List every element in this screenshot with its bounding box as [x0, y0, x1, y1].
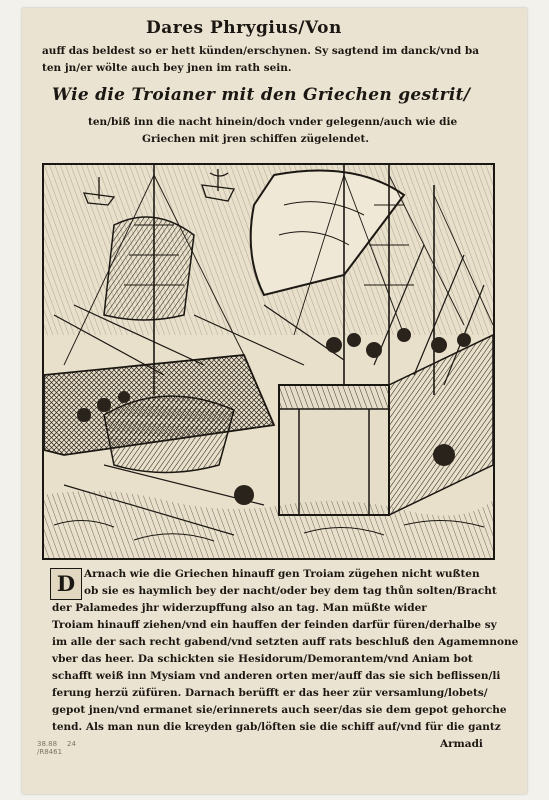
catchword: Armadi [440, 738, 483, 750]
chapter-subtitle-line: Griechen mit jren schiffen zügelendet. [142, 133, 370, 145]
body-line: schafft weiß inn Mysiam vnd anderen orten mer/auff das sie sich beflissen/li [52, 670, 501, 682]
folio-mark: 24 [67, 740, 76, 748]
body-line: der Palamedes jhr widerzupffung also an tag. Man müßte wider [52, 602, 427, 614]
body-line: gepot jnen/vnd ermanet sie/erinnerets auch seer/das sie dem gepot gehorche [52, 704, 507, 716]
initial-letter: D [56, 571, 76, 596]
chapter-title: Wie die Troianer mit den Griechen gestrit/ [52, 85, 471, 105]
running-head: Dares Phrygius/Von [146, 18, 342, 38]
chapter-subtitle-line: ten/biß inn die nacht hinein/doch vnder gelegenn/auch wie die [88, 116, 458, 128]
body-line: ob sie es haymlich bey der nacht/oder bey dem tag thůn solten/Bracht [84, 585, 497, 597]
naval-battle-woodcut [44, 165, 493, 558]
woodcut-illustration [42, 163, 495, 560]
body-line: tend. Als man nun die kreyden gab/löften sie die schiff auf/vnd für die gantz [52, 721, 501, 733]
body-line: im alle der sach recht gabend/vnd setzten auff rats beschluß den Agamemnone [52, 636, 519, 648]
body-line: ferung herzü züfüren. Darnach berüfft er das heer zür versamlung/lobets/ [52, 687, 488, 699]
intro-line: ten jn/er wölte auch bey jnen im rath sein. [42, 62, 292, 74]
body-line: vber das heer. Da schickten sie Hesidorum/Demorantem/vnd Aniam bot [52, 653, 473, 665]
body-line: Troiam hinauff ziehen/vnd ein hauffen der feinden darfür füren/derhalbe sy [52, 619, 497, 631]
intro-line: auff das beldest so er hett künden/erschynen. Sy sagtend im danck/vnd ba [42, 45, 480, 57]
catalog-number: 38.88 [37, 740, 58, 748]
body-line: Arnach wie die Griechen hinauff gen Troiam zügehen nicht wußten [84, 568, 480, 580]
decorated-initial [50, 568, 82, 600]
catalog-mark [37, 740, 62, 756]
catalog-number: /R8461 [37, 748, 63, 756]
